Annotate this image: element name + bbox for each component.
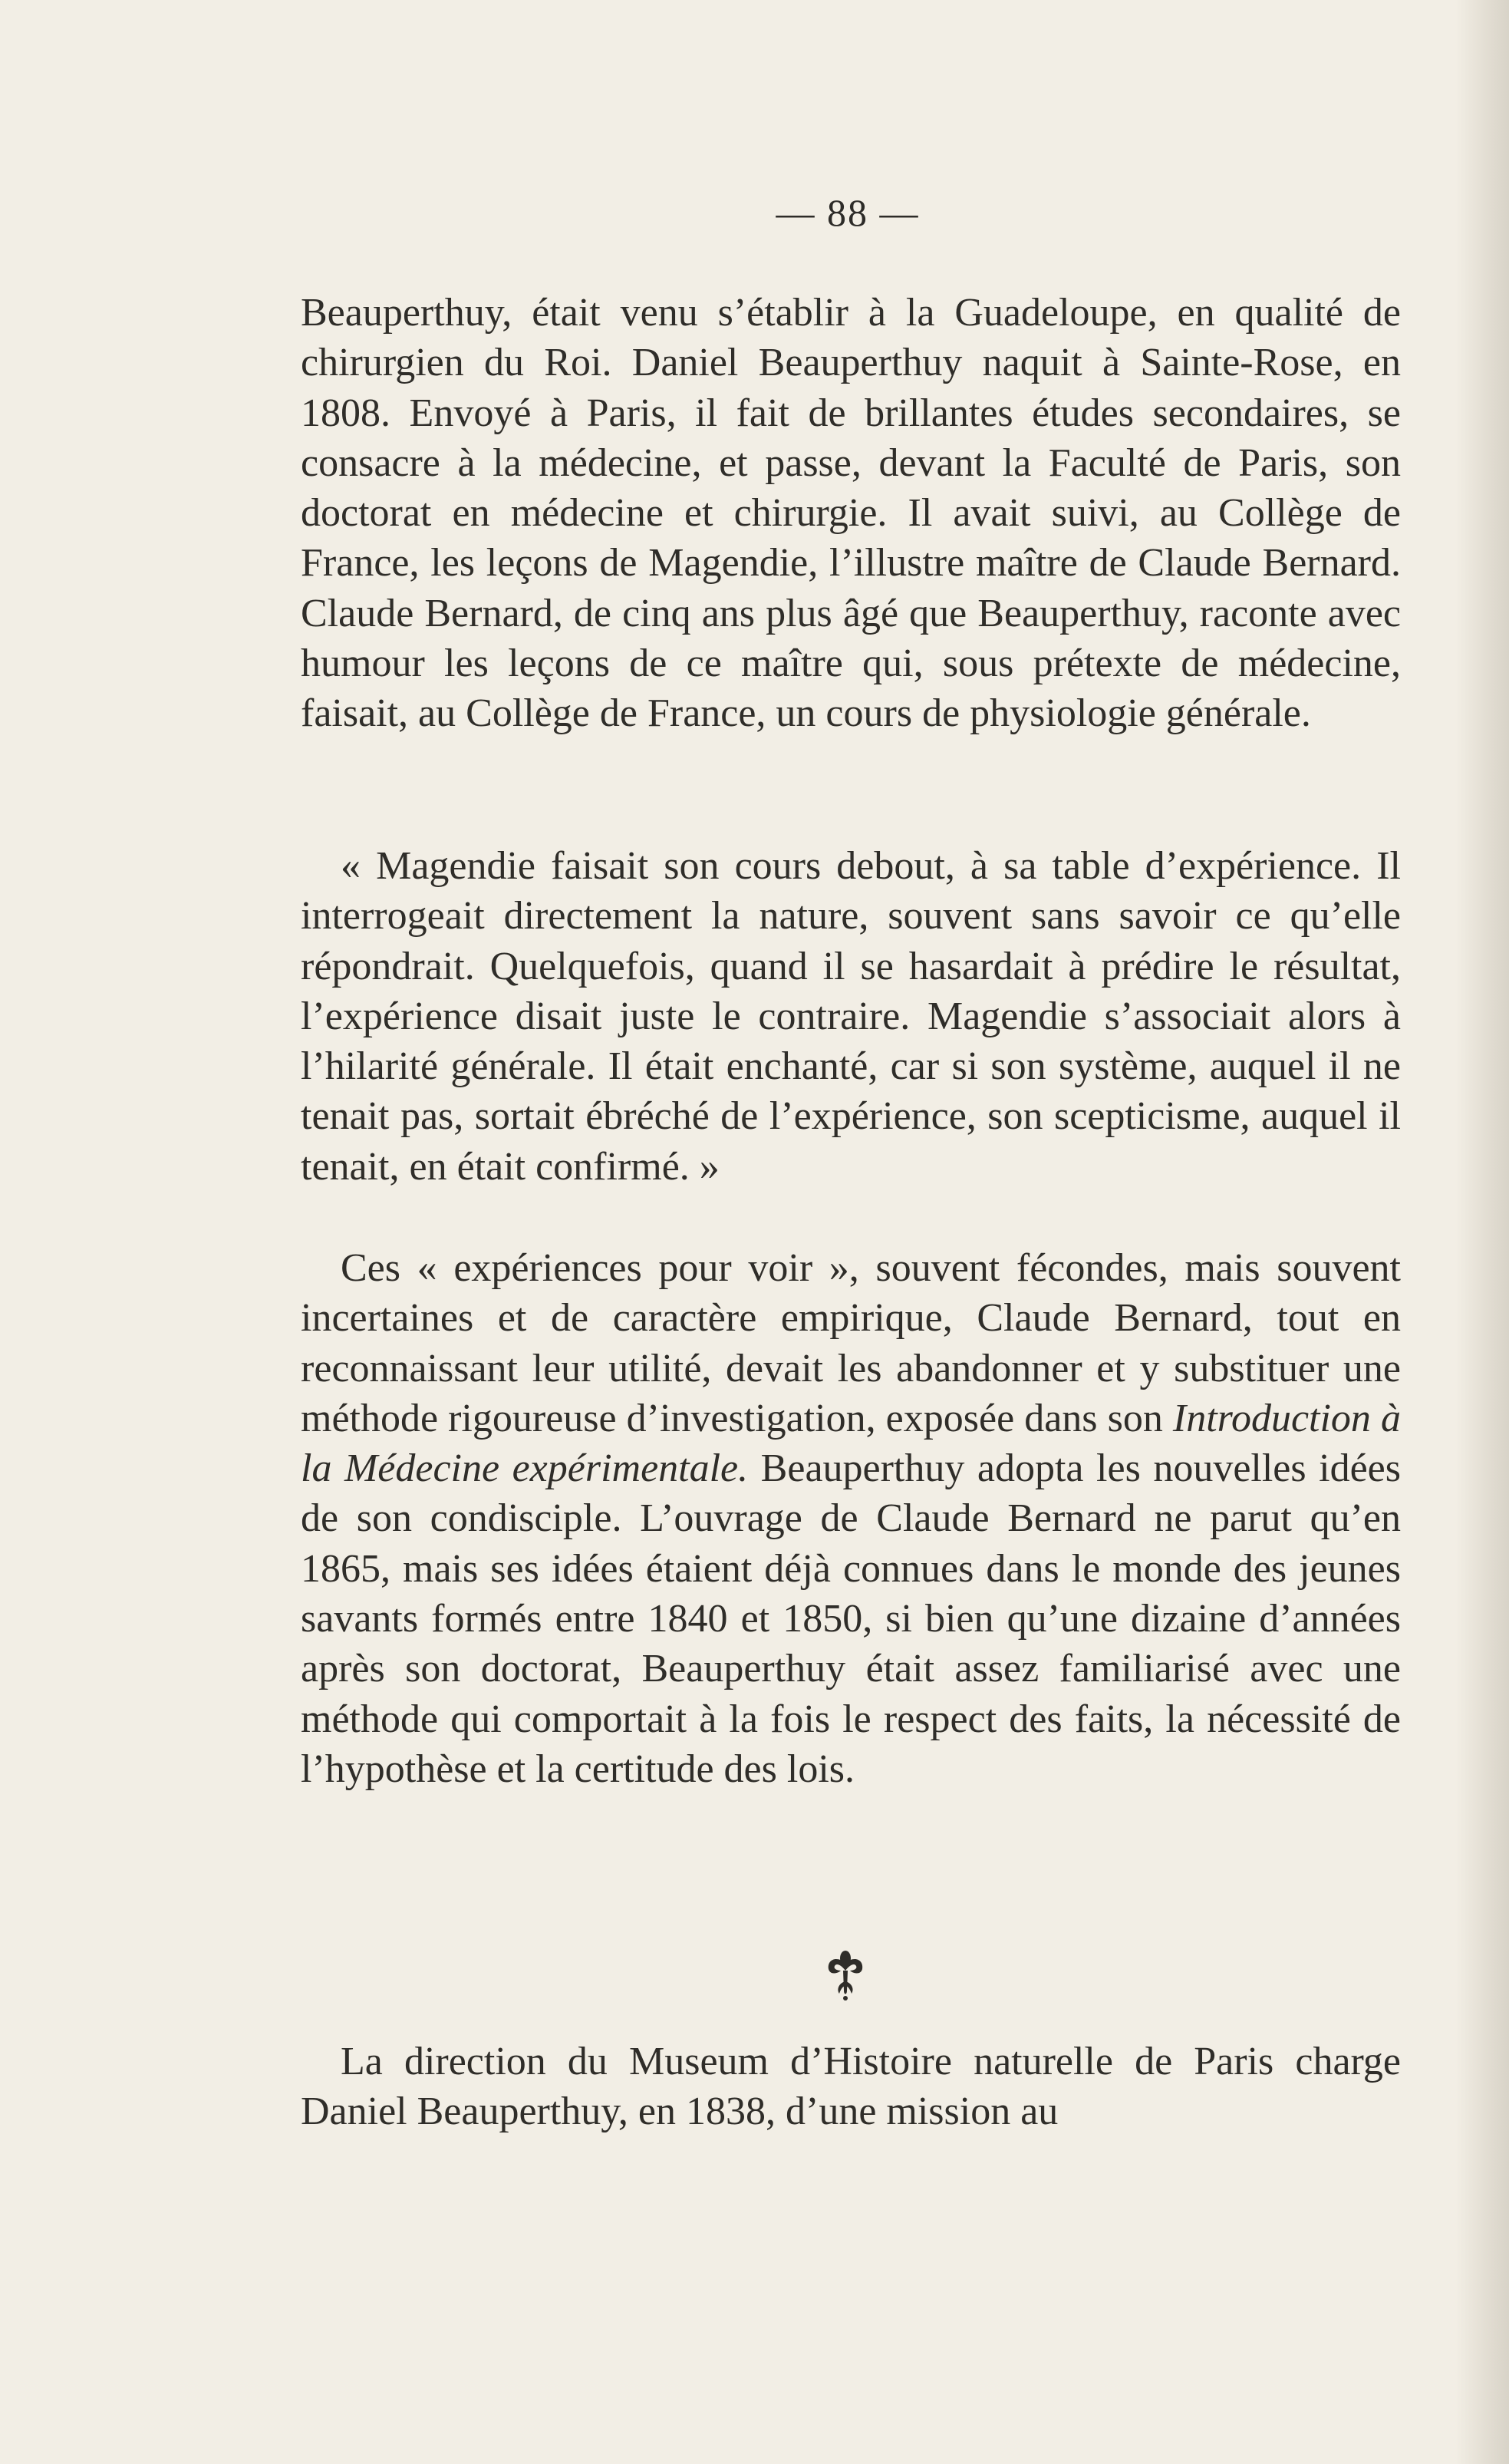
paragraph-1	[301, 288, 1401, 739]
paragraph-text: « Magendie faisait son cours debout, à sa table d’expérience. Il interrogeait directement la nature, souvent sans savoir ce qu’elle répondrait. Quelquefois, quand il se hasardait à prédire le résultat, l’expérience disait juste le contraire. Magendie s’associait alors à l’hilarité générale. Il était enchanté, car si son système, auquel il ne tenait pas, sortait ébréché de l’expérience, son scepticisme, auquel il tenait, en était confirmé. »	[301, 844, 1401, 1189]
fleuron-icon	[822, 1948, 868, 2001]
paragraph-text: Beauperthuy, était venu s’établir à la Guadeloupe, en qualité de chirurgien du Roi. Daniel Beauperthuy naquit à Sainte-Rose, en 1808. Envoyé à Paris, il fait de brillantes études secondaires, se consacre à la médecine, et passe, devant la Faculté de Paris, son doctorat en médecine et chirurgie. Il avait suivi, au Collège de France, les leçons de Magendie, l’illustre maître de Claude Bernard. Claude Bernard, de cinq ans plus âgé que Beauperthuy, raconte avec humour les leçons de ce maître qui, sous prétexte de médecine, faisait, au Collège de France, un cours de physiologie générale.	[301, 291, 1401, 736]
paragraph-4	[301, 2037, 1401, 2137]
paragraph-3	[301, 1243, 1401, 1794]
paragraph-2	[301, 841, 1401, 1192]
text-span: Ces « expériences pour voir », souvent fécondes, mais souvent incertaines et de caractère empirique, Claude Bernard, tout en reconnaissant leur utilité, devait les abandonner et y substituer une méthode rigoureuse d’investigation, exposée dans son	[301, 1246, 1401, 1440]
page-number: — 88 —	[776, 191, 920, 234]
book-title: Introduction à la Médecine expérimentale.	[301, 1396, 1401, 1491]
paragraph-text	[301, 1243, 1401, 1794]
text-span: Beauperthuy adopta les nouvelles idées de son condisciple. L’ouvrage de Claude Bernard ne parut qu’en 1865, mais ses idées étaient déjà connues dans le monde des jeunes savants formés entre 1840 et 1850, si bien qu’une dizaine d’années après son doctorat, Beauperthuy était assez familiarisé avec une méthode qui comportait à la fois le respect des faits, la nécessité de l’hypothèse et la certitude des lois.	[301, 1446, 1402, 1791]
paragraph-text: La direction du Museum d’Histoire naturelle de Paris charge Daniel Beauperthuy, en 1838, d’une mission au	[301, 2040, 1401, 2134]
page-edge-shadow	[1455, 0, 1509, 2464]
